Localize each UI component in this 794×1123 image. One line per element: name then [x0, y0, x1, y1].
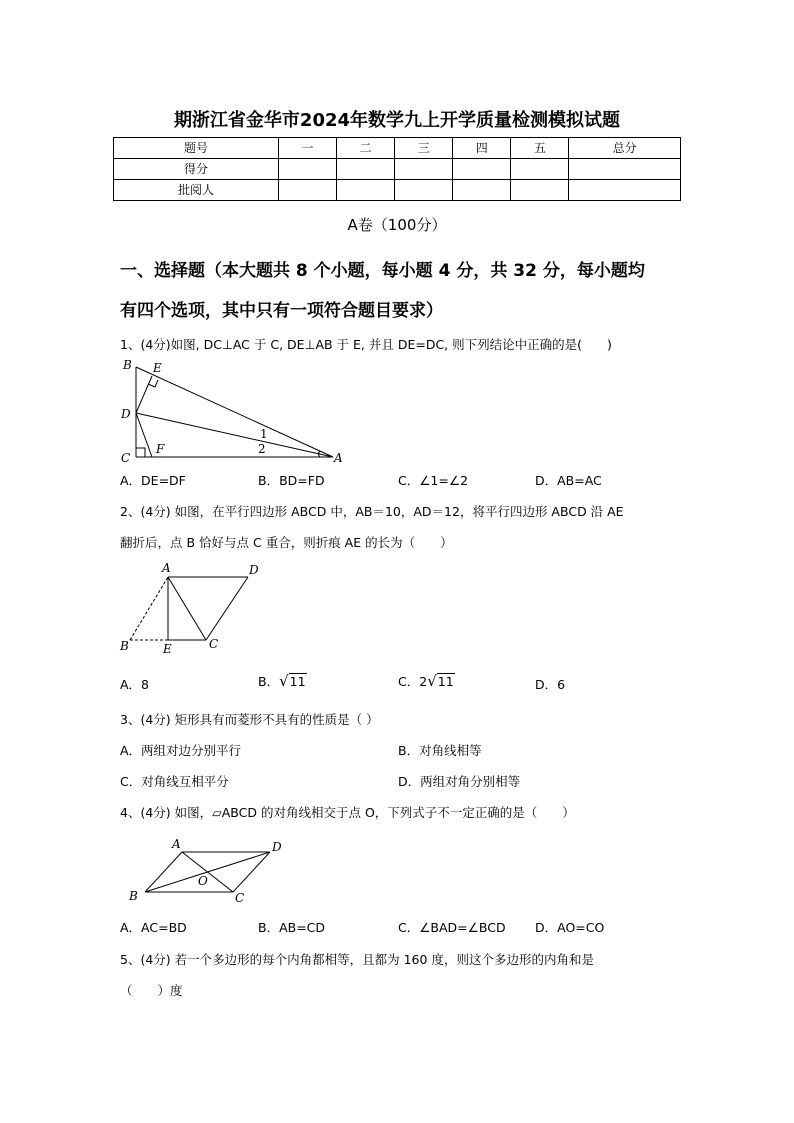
q1-option-c[interactable]: C．∠1=∠2: [398, 473, 469, 488]
q3-text: 3、(4分) 矩形具有而菱形不具有的性质是（ ）: [120, 712, 379, 727]
score-table-row: [114, 159, 681, 180]
q3-option-c[interactable]: C．对角线互相平分: [120, 774, 229, 789]
score-cell[interactable]: [511, 180, 569, 201]
q2-label-C: C: [209, 637, 219, 651]
score-header-cell: 五: [511, 138, 569, 159]
q1-label-angle1: 1: [260, 427, 268, 441]
q2-label-B: B: [120, 639, 129, 653]
q1-label-B: B: [123, 358, 132, 372]
q1-option-d[interactable]: D．AB=AC: [535, 473, 602, 488]
q3-option-d[interactable]: D．两组对角分别相等: [398, 774, 521, 789]
q4-label-D: D: [272, 840, 282, 854]
q2-option-b-radicand: 11: [289, 674, 306, 689]
q4-option-b[interactable]: B．AB=CD: [258, 920, 326, 935]
q1-label-D: D: [121, 407, 131, 421]
q4-option-d[interactable]: D．AO=CO: [535, 920, 605, 935]
sqrt-icon: √: [279, 672, 289, 690]
q2-option-b[interactable]: [258, 672, 307, 690]
q4-text: 4、(4分) 如图，▱ABCD 的对角线相交于点 O，下列式子不一定正确的是（ ）: [120, 805, 575, 820]
score-table: [113, 137, 681, 201]
score-cell[interactable]: [569, 159, 681, 180]
q1-option-b[interactable]: B．BD=FD: [258, 473, 325, 488]
score-row-label: 批阅人: [114, 180, 279, 201]
q4-label-B: B: [129, 889, 138, 903]
q1-text: 1、(4分)如图, DC⊥AC 于 C, DE⊥AB 于 E, 并且 DE=DC, 则下列结论中正确的是( ): [120, 337, 612, 352]
score-header-cell: 二: [337, 138, 395, 159]
q5-text-line1: 5、(4分) 若一个多边形的每个内角都相等，且都为 160 度，则这个多边形的内角和是: [120, 952, 594, 967]
q2-label-E: E: [163, 642, 172, 656]
q4-figure: [120, 836, 290, 906]
sqrt-icon: √: [427, 672, 437, 690]
q1-label-C: C: [121, 451, 131, 465]
q1-figure: [115, 356, 355, 466]
q2-option-c[interactable]: [398, 672, 455, 690]
section-a-heading: A卷（100分）: [347, 216, 447, 234]
q2-label-D: D: [249, 563, 259, 577]
q3-option-a[interactable]: A．两组对边分别平行: [120, 743, 242, 758]
q4-option-a[interactable]: A．AC=BD: [120, 920, 187, 935]
q2-text-line1: 2、(4分) 如图，在平行四边形 ABCD 中，AB＝10，AD＝12，将平行四边形 ABCD 沿 AE: [120, 504, 624, 519]
score-header-cell: 题号: [114, 138, 279, 159]
q3-option-b[interactable]: B．对角线相等: [398, 743, 482, 758]
page-title: 期浙江省金华市2024年数学九上开学质量检测模拟试题: [173, 110, 621, 131]
q4-label-C: C: [235, 891, 245, 905]
score-cell[interactable]: [395, 159, 453, 180]
q2-option-b-prefix: B．: [258, 674, 280, 689]
score-header-cell: 一: [279, 138, 337, 159]
q1-option-a[interactable]: A．DE=DF: [120, 473, 186, 488]
q2-option-d[interactable]: D．6: [535, 677, 566, 692]
score-table-header-row: [114, 138, 681, 159]
score-cell[interactable]: [395, 180, 453, 201]
score-cell[interactable]: [453, 159, 511, 180]
q2-figure: [115, 560, 275, 660]
q2-option-a[interactable]: A．8: [120, 677, 150, 692]
score-cell[interactable]: [453, 180, 511, 201]
section1-heading-line1: 一、选择题（本大题共 8 个小题，每小题 4 分，共 32 分，每小题均: [120, 261, 645, 281]
score-cell[interactable]: [337, 159, 395, 180]
score-cell[interactable]: [337, 180, 395, 201]
score-cell[interactable]: [279, 159, 337, 180]
q1-label-A: A: [334, 451, 343, 465]
score-header-cell: 总分: [569, 138, 681, 159]
q2-option-c-prefix: C．2: [398, 674, 428, 689]
q2-text-line2: 翻折后，点 B 恰好与点 C 重合，则折痕 AE 的长为（ ）: [120, 535, 453, 550]
q4-option-c[interactable]: C．∠BAD=∠BCD: [398, 920, 506, 935]
q5-text-line2: （ ）度: [120, 983, 183, 998]
score-header-cell: 三: [395, 138, 453, 159]
section1-heading-line2: 有四个选项，其中只有一项符合题目要求）: [120, 301, 443, 321]
score-row-label: 得分: [114, 159, 279, 180]
q1-label-F: F: [156, 442, 165, 456]
q2-option-c-radicand: 11: [437, 674, 454, 689]
score-header-cell: 四: [453, 138, 511, 159]
score-cell[interactable]: [511, 159, 569, 180]
q2-label-A: A: [162, 561, 171, 575]
q1-label-angle2: 2: [258, 442, 266, 456]
q4-label-O: O: [198, 874, 208, 888]
q1-label-E: E: [153, 361, 162, 375]
score-cell[interactable]: [279, 180, 337, 201]
score-table-row: [114, 180, 681, 201]
q4-label-A: A: [172, 837, 181, 851]
score-cell[interactable]: [569, 180, 681, 201]
